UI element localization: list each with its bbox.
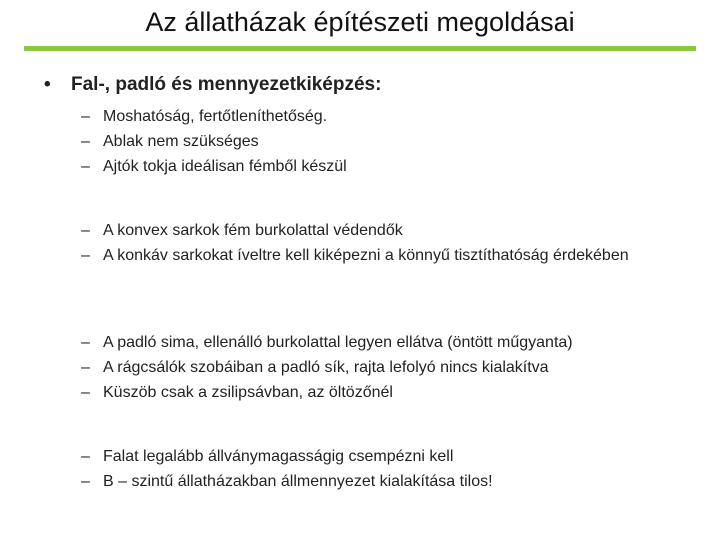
list-item <box>81 104 701 129</box>
list-item-text: Moshatóság, fertőtleníthetőség. <box>103 108 328 125</box>
dash-icon: – <box>81 448 90 465</box>
dash-icon: – <box>81 133 90 150</box>
dash-icon: – <box>81 222 90 239</box>
list-item-text: A padló sima, ellenálló burkolattal legyen ellátva (öntött műgyanta) <box>103 334 573 351</box>
dash-icon: – <box>81 334 90 351</box>
list-item-text: Falat legalább állványmagasságig csempézni kell <box>103 448 454 465</box>
list-item-text: A rágcsálók szobáiban a padló sík, rajta lefolyó nincs kialakítva <box>103 359 549 376</box>
sub-bullet-group-3 <box>81 330 701 405</box>
list-item-text: A konkáv sarkokat íveltre kell kiképezni a könnyű tisztíthatóság érdekében <box>103 247 629 264</box>
dash-icon: – <box>81 473 90 490</box>
list-item <box>81 330 701 355</box>
sub-bullet-group-1 <box>81 104 701 179</box>
slide-title: Az állatházak építészeti megoldásai <box>145 7 575 37</box>
list-item <box>81 380 701 405</box>
list-item <box>81 218 701 243</box>
sub-bullet-group-4 <box>81 444 701 494</box>
list-item-text: A konvex sarkok fém burkolattal védendők <box>103 222 403 239</box>
list-item-text: Küszöb csak a zsilipsávban, az öltözőnél <box>103 384 393 401</box>
list-item <box>81 355 701 380</box>
list-item-text: Ablak nem szükséges <box>103 133 259 150</box>
list-item-text: Ajtók tokja ideálisan fémből készül <box>103 158 347 175</box>
main-bullet-text: Fal-, padló és mennyezetkiképzés: <box>71 74 382 95</box>
list-item <box>81 154 701 179</box>
dash-icon: – <box>81 158 90 175</box>
dash-icon: – <box>81 384 90 401</box>
dash-icon: – <box>81 108 90 125</box>
list-item <box>81 129 701 154</box>
bullet-icon: • <box>44 74 51 95</box>
list-item-text: B – szintű állatházakban állmennyezet kialakítása tilos! <box>103 473 493 490</box>
list-item <box>81 444 701 469</box>
list-item <box>81 243 701 268</box>
sub-bullet-group-2 <box>81 218 701 268</box>
list-item <box>81 469 701 494</box>
dash-icon: – <box>81 247 90 264</box>
title-underline <box>24 46 696 51</box>
dash-icon: – <box>81 359 90 376</box>
